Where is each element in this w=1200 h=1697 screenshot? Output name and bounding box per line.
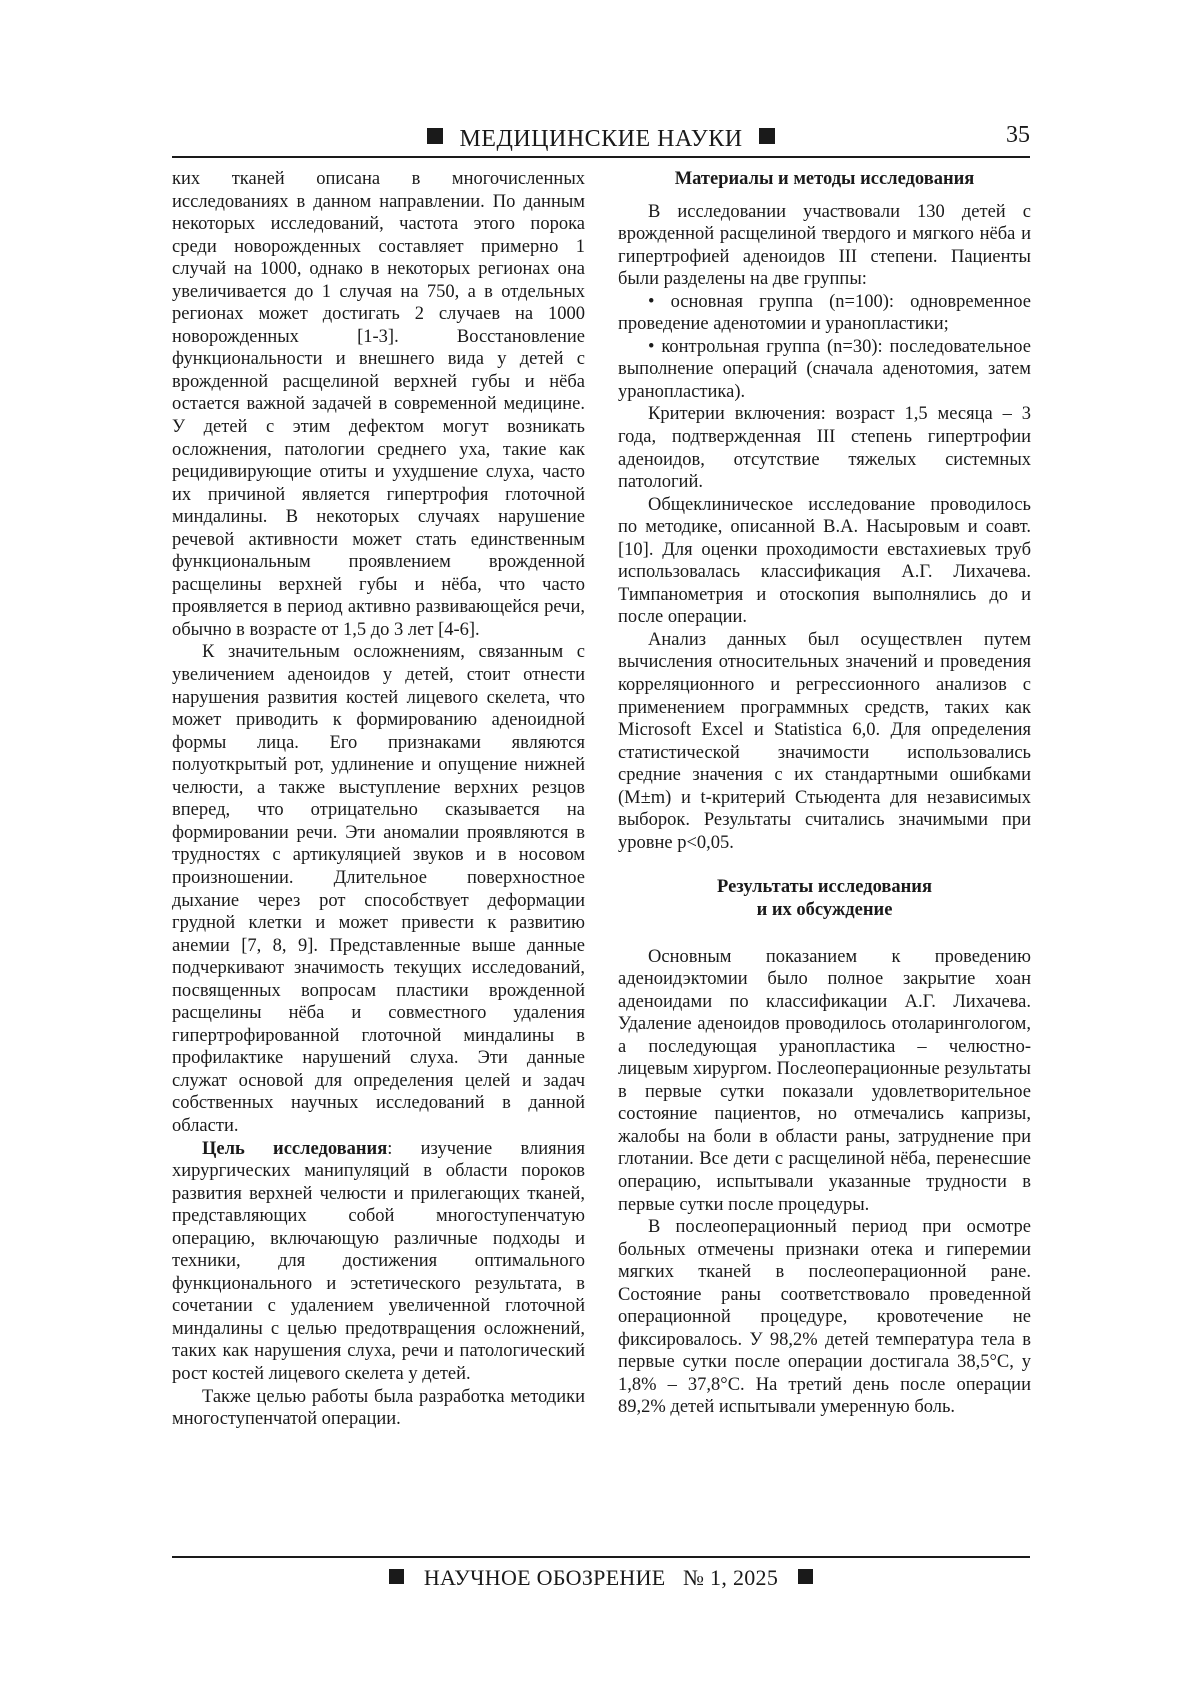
- list-item: • основная группа (n=100): одновременное проведение аденотомии и уранопластики;: [618, 291, 1031, 335]
- section-heading-results: [618, 876, 1031, 921]
- square-bullet-icon: [427, 128, 443, 144]
- journal-name: НАУЧНОЕ ОБОЗРЕНИЕ: [423, 1565, 666, 1590]
- square-bullet-icon: [389, 1569, 404, 1584]
- page-number: 35: [1006, 122, 1030, 148]
- paragraph: Критерии включения: возраст 1,5 месяца – 3 года, подтвержденная III степень гипертрофии аденоидов, отсутствие тяжелых системных патологий.: [618, 404, 1031, 493]
- running-header: [172, 124, 1030, 158]
- left-column: [172, 168, 585, 1431]
- paragraph: В исследовании участвовали 130 детей с врожденной расщелиной твердого и мягкого нёба и гипертрофией аденоидов III степени. Пациенты были разделены на две группы:: [618, 201, 1031, 290]
- aim-label: Цель исследования: [202, 1138, 388, 1159]
- paragraph: В послеоперационный период при осмотре больных отмечены признаки отека и гиперемии мягких тканей в послеоперационной ране. Состояние раны соответствовало проведенной операционной процедуре, кровотечение не фиксировалось. У 98,2% детей температура тела в первые сутки после операции достигала 38,5°С, у 1,8% – 37,8°С. На третий день после операции 89,2% детей испытывали умеренную боль.: [618, 1217, 1031, 1418]
- paragraph: К значительным осложнениям, связанным с увеличением аденоидов у детей, стоит отнести нарушения развития костей лицевого скелета, что может приводить к формированию аденоидной формы лица. Его признаками являются полуоткрытый рот, удлинение и опущение нижней челюсти, а также выступление верхних резцов вперед, что отрицательно сказывается на формировании речи. Эти аномалии проявляются в трудностях с артикуляцией звуков и в носовом произношении. Длительное поверхностное дыхание через рот способствует деформации грудной клетки и может привести к развитию анемии [7, 8, 9]. Представленные выше данные подчеркивают значимость текущих исследований, посвященных вопросам пластики врожденной расщелины нёба и совместного удаления гипертрофированной глоточной миндалины в профилактике нарушений слуха. Эти данные служат основой для определения целей и задач собственных научных исследований в данной области.: [172, 642, 585, 1136]
- footer-rule: [172, 1556, 1030, 1558]
- paragraph: ких тканей описана в многочисленных исследованиях в данном направлении. По данным некоторых исследований, частота этого порока среди новорожденных составляет примерно 1 случай на 1000, однако в некоторых регионах она увеличивается до 1 случая на 750, а в отдельных регионах может достигать 2 случаев на 1000 новорожденных [1-3]. Восстановление функциональности и внешнего вида у детей с врожденной расщелиной верхней губы и нёба остается важной задачей в современной медицине. У детей с этим дефектом могут возникать осложнения, патологии среднего уха, такие как рецидивирующие отиты и ухудшение слуха, часто их причиной является гипертрофия глоточной миндалины. В некоторых случаях нарушение речевой активности может стать единственным функциональным проявлением врожденной расщелины верхней губы и нёба, что часто проявляется в период активно развивающейся речи, обычно в возрасте от 1,5 до 3 лет [4-6].: [172, 169, 585, 640]
- square-bullet-icon: [759, 128, 775, 144]
- section-title-text: МЕДИЦИНСКИЕ НАУКИ: [459, 126, 743, 152]
- paragraph: Общеклиническое исследование проводилось по методике, описанной В.А. Насыровым и соавт. [10]. Для оценки проходимости евстахиевых труб использовалась классификация А.Г. Лихачева. Тимпанометрия и отоскопия выполнялись до и после операции.: [618, 494, 1031, 628]
- paragraph-aim: [172, 1138, 585, 1386]
- header-rule: [172, 156, 1030, 158]
- issue-number: № 1, 2025: [682, 1565, 779, 1590]
- heading-line: и их обсуждение: [756, 899, 893, 920]
- section-heading-methods: Материалы и методы исследования: [674, 169, 975, 189]
- running-footer: [172, 1564, 1030, 1592]
- heading-line: Результаты исследования: [717, 877, 932, 898]
- paragraph: Анализ данных был осуществлен путем вычисления относительных значений и проведения корреляционного и регрессионного анализов с применением программных средств, таких как Microsoft Excel и Statistica 6,0. Для определения статистической значимости использовались средние значения с их стандартными ошибками (M±m) и t-критерий Стьюдента для независимых выборок. Результаты считались значимыми при уровне p<0,05.: [618, 629, 1031, 853]
- paragraph: Также целью работы была разработка методики многоступенчатой операции.: [172, 1386, 585, 1430]
- aim-text: : изучение влияния хирургических манипуляций в области пороков развития верхней челюсти и прилегающих тканей, представляющих собой многоступенчатую операцию, включающую различные подходы и техники, для достижения оптимального функционального и эстетического результата, в сочетании с удалением увеличенной глоточной миндалины с целью предотвращения осложнений, таких как нарушения слуха, речи и патологический рост костей лицевого скелета у детей.: [172, 1138, 585, 1384]
- square-bullet-icon: [798, 1569, 813, 1584]
- list-item: • контрольная группа (n=30): последовательное выполнение операций (сначала аденотомия, затем уранопластика).: [618, 336, 1031, 402]
- paragraph: Основным показанием к проведению аденоидэктомии было полное закрытие хоан аденоидами по классификации А.Г. Лихачева. Удаление аденоидов проводилось отоларингологом, а последующая уранопластика – челюстно-лицевым хирургом. Послеоперационные результаты в первые сутки показали удовлетворительное состояние пациентов, но отмечались капризы, жалобы на боли в области раны, затруднение при глотании. Все дети с расщелиной нёба, перенесшие операцию, испытывали указанные трудности в первые сутки после процедуры.: [618, 946, 1031, 1215]
- right-column: [618, 168, 1031, 1419]
- section-title: [172, 124, 1030, 154]
